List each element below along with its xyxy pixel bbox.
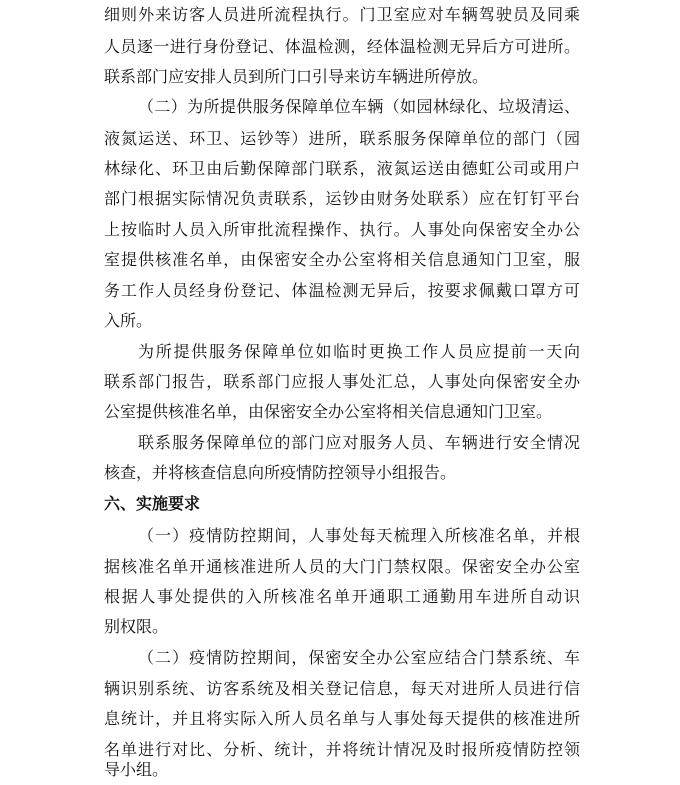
text-line: 人员逐一进行身份登记、体温检测，经体温检测无异后方可进所。	[104, 37, 580, 56]
text-line: 林绿化、环卫由后勤保障部门联系，液氮运送由德虹公司或用户	[104, 159, 580, 178]
text-line: 液氮运送、环卫、运钞等）进所，联系服务保障单位的部门（园	[104, 129, 580, 148]
text-line: （一）疫情防控期间，人事处每天梳理入所核准名单，并根	[138, 526, 580, 545]
text-line: （二）疫情防控期间，保密安全办公室应结合门禁系统、车	[138, 648, 580, 667]
text-line: 室提供核准名单，由保密安全办公室将相关信息通知门卫室，服	[104, 250, 580, 269]
text-line: 入所。	[104, 311, 153, 330]
text-line: 部门根据实际情况负责联系，运钞由财务处联系）应在钉钉平台	[104, 189, 580, 208]
text-line: 联系部门应安排人员到所门口引导来访车辆进所停放。	[104, 67, 489, 86]
section-heading: 六、实施要求	[104, 494, 201, 513]
text-line: 名单进行对比、分析、统计，并将统计情况及时报所疫情防控领	[104, 740, 580, 759]
text-line: 辆识别系统、访客系统及相关登记信息，每天对进所人员进行信	[104, 679, 580, 698]
text-line: 联系服务保障单位的部门应对服务人员、车辆进行安全情况	[138, 433, 580, 452]
text-line: 别权限。	[104, 617, 169, 636]
text-line: 细则外来访客人员进所流程执行。门卫室应对车辆驾驶员及同乘	[104, 5, 580, 24]
text-line: 导小组。	[104, 760, 169, 779]
text-line: 务工作人员经身份登记、体温检测无异后，按要求佩戴口罩方可	[104, 281, 580, 300]
text-line: （二）为所提供服务保障单位车辆（如园林绿化、垃圾清运、	[138, 97, 580, 116]
text-line: 据核准名单开通核准进所人员的大门门禁权限。保密安全办公室	[104, 557, 580, 576]
text-line: 为所提供服务保障单位如临时更换工作人员应提前一天向	[138, 342, 580, 361]
text-line: 根据人事处提供的入所核准名单开通职工通勤用车进所自动识	[104, 587, 580, 606]
text-line: 息统计，并且将实际入所人员名单与人事处每天提供的核准进所	[104, 709, 580, 728]
text-line: 联系部门报告，联系部门应报人事处汇总，人事处向保密安全办	[104, 372, 580, 391]
text-line: 上按临时人员入所审批流程操作、执行。人事处向保密安全办公	[104, 220, 580, 239]
text-line: 公室提供核准名单，由保密安全办公室将相关信息通知门卫室。	[104, 402, 553, 421]
text-line: 核查，并将核查信息向所疫情防控领导小组报告。	[104, 463, 457, 482]
